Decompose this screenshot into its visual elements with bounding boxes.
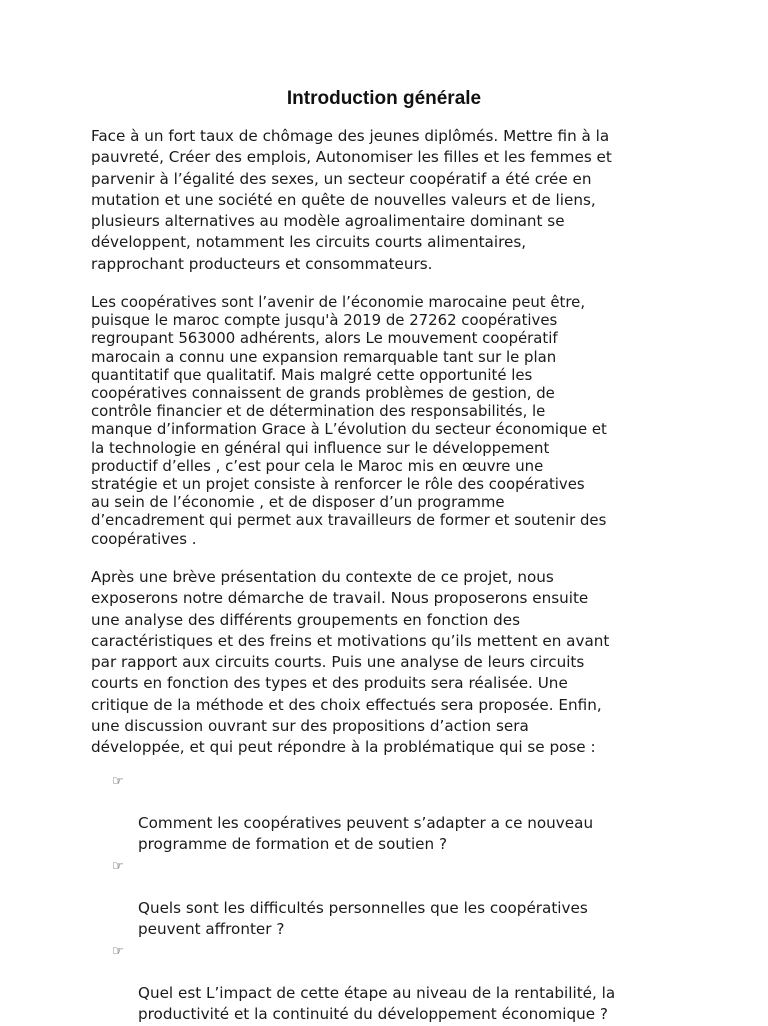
- question-list: [110, 770, 700, 1026]
- question-text: Quels sont les difficultés personnelles que les coopératives peuvent affronter ?: [138, 898, 588, 939]
- pointing-hand-icon: ☞: [112, 774, 124, 789]
- list-item: [110, 855, 700, 940]
- paragraph-cooperatives: Les coopératives sont l’avenir de l’économie marocaine peut être, puisque le maroc compte jusqu'à 2019 de 27262 coopératives regroupant 563000 adhérents, alors Le mouvement coopératif marocain a connu une expansion remarquable tant sur le plan quantitatif que qualitatif. Mais malgré cette opportunité les coopératives connaissent de grands problèmes de gestion, de contrôle financier et de détermination des responsabilités, le manque d’information Grace à L’évolution du secteur économique et la technologie en général qui influence sur le développement productif d’elles , c’est pour cela le Maroc mis en œuvre une stratégie et un projet consiste à renforcer le rôle des coopératives au sein de l’économie , et de disposer d’un programme d’encadrement qui permet aux travailleurs de former et soutenir des coopératives .: [91, 293, 607, 548]
- document-title: Introduction générale: [286, 88, 482, 109]
- paragraph-intro: Face à un fort taux de chômage des jeunes diplômés. Mettre fin à la pauvreté, Créer des emplois, Autonomiser les filles et les femmes et parvenir à l’égalité des sexes, un secteur coopératif a été crée en mutation et une société en quête de nouvelles valeurs et de liens, plusieurs alternatives au modèle agroalimentaire dominant se développent, notamment les circuits courts alimentaires, rapprochant producteurs et consommateurs.: [91, 127, 612, 273]
- question-text: Quel est L’impact de cette étape au niveau de la rentabilité, la productivité et la continuité du développement économique ?: [138, 983, 616, 1024]
- list-item: [110, 940, 700, 1025]
- question-text: Comment les coopératives peuvent s’adapter a ce nouveau programme de formation et de soutien ?: [138, 813, 594, 853]
- pointing-hand-icon: ☞: [112, 859, 124, 875]
- list-item: [110, 770, 700, 855]
- pointing-hand-icon: ☞: [112, 944, 124, 960]
- paragraph-approach: Après une brève présentation du contexte de ce projet, nous exposerons notre démarche de travail. Nous proposerons ensuite une analyse des différents groupements en fonction des caractéristiques et des freins et motivations qu’ils mettent en avant par rapport aux circuits courts. Puis une analyse de leurs circuits courts en fonction des types et des produits sera réalisée. Une critique de la méthode et des choix effectués sera proposée. Enfin, une discussion ouvrant sur des propositions d’action sera développée, et qui peut répondre à la problématique qui se pose :: [91, 568, 610, 757]
